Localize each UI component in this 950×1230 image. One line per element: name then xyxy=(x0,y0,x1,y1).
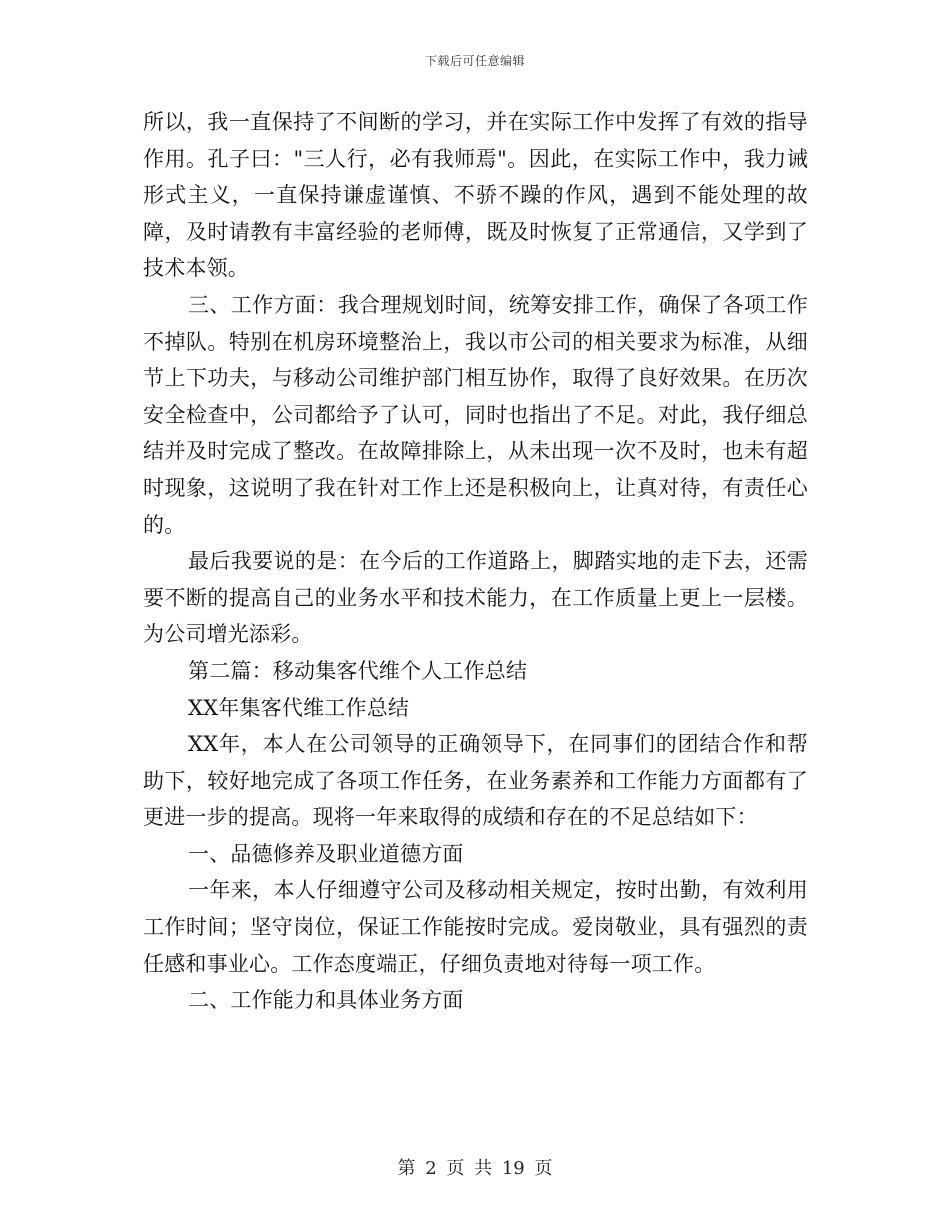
paragraph-ethics: 一年来，本人仔细遵守公司及移动相关规定，按时出勤，有效利用工作时间；坚守岗位，保证工作能按时完成。爱岗敬业，具有强烈的责任感和事业心。工作态度端正，仔细负责地对待每一项工作。 xyxy=(143,878,808,976)
section-heading-ability: 二、工作能力和具体业务方面 xyxy=(188,988,464,1013)
download-note: 下载后可任意编辑 xyxy=(424,54,525,68)
paragraph-work-aspect: 三、工作方面：我合理规划时间，统筹安排工作，确保了各项工作不掉队。特别在机房环境整治上，我以市公司的相关要求为标准，从细节上下功夫，与移动公司维护部门相互协作，取得了良好效果。在历次安全检查中，公司都给予了认可，同时也指出了不足。对此，我仔细总结并及时完成了整改。在故障排除上，从未出现一次不及时，也未有超时现象，这说明了我在针对工作上还是积极向上，让真对待，有责任心的。 xyxy=(143,292,808,537)
paragraph-continued-study: 所以，我一直保持了不间断的学习，并在实际工作中发挥了有效的指导作用。孔子曰："三人行，必有我师焉"。因此，在实际工作中，我力诫形式主义，一直保持谦虚谨慎、不骄不躁的作风，遇到不能处理的故障，及时请教有丰富经验的老师傅，既及时恢复了正常通信，又学到了技术本领。 xyxy=(143,110,808,281)
document-body xyxy=(143,104,808,1019)
section-heading-ethics: 一、品德修养及职业道德方面 xyxy=(188,841,464,866)
paragraph-closing: 最后我要说的是：在今后的工作道路上，脚踏实地的走下去，还需要不断的提高自己的业务水平和技术能力，在工作质量上更上一层楼。为公司增光添彩。 xyxy=(143,549,808,647)
paragraph-intro: XX年，本人在公司领导的正确领导下，在同事们的团结合作和帮助下，较好地完成了各项工作任务，在业务素养和工作能力方面都有了更进一步的提高。现将一年来取得的成绩和存在的不足总结如下： xyxy=(143,732,808,830)
page-number: 第 2 页 共 19 页 xyxy=(397,1158,553,1179)
section-heading-part-two: 第二篇：移动集客代维个人工作总结 xyxy=(188,658,528,683)
summary-title: XX年集客代维工作总结 xyxy=(188,695,410,720)
